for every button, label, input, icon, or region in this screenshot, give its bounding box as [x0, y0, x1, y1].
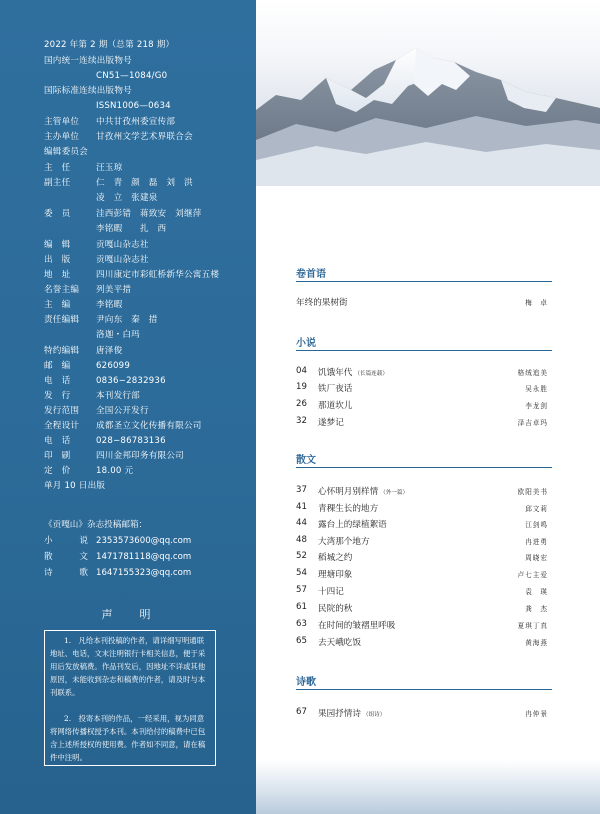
section-rule: [296, 350, 552, 351]
row-value: 本刊发行部: [96, 391, 140, 401]
toc-author: 李龙剑: [525, 402, 548, 410]
toc-author: 周晓宏: [525, 554, 548, 562]
row-label: 主 编: [44, 300, 71, 310]
toc-item[interactable]: [296, 619, 552, 632]
row-value: 成都圣立文化传播有限公司: [96, 421, 202, 431]
toc-title: 在时间的皱褶里呼吸: [318, 621, 396, 631]
issue-line: 2022 年第 2 期（总第 218 期）: [44, 40, 175, 50]
sky-strip-image: [256, 760, 600, 814]
row-value: 0836−2832936: [96, 376, 166, 386]
toc-title: 民院的秋: [318, 604, 353, 614]
row-label: 主管单位: [44, 117, 80, 127]
toc-author: 欧阳美书: [517, 488, 548, 496]
toc-item[interactable]: [296, 399, 552, 412]
toc-page: 61: [296, 602, 307, 612]
toc-title: 心怀明月别样情 （外一篇）: [318, 487, 409, 497]
toc-item[interactable]: [296, 416, 552, 429]
toc-title: 大湾那个地方: [318, 537, 370, 547]
toc-title: 遂梦记: [318, 418, 344, 428]
row-value: 汪玉琼: [96, 163, 123, 173]
deputy-row: [44, 178, 193, 189]
toc-item[interactable]: [296, 707, 552, 720]
section-title-prose: 散文: [296, 455, 316, 466]
toc-page: 37: [296, 485, 307, 495]
toc-author: 黄海燕: [525, 639, 548, 647]
row-value: 甘孜州文学艺术界联合会: [96, 132, 193, 142]
toc-item[interactable]: [296, 296, 552, 309]
notice-paragraph-1: 1. 凡给本刊投稿的作者，请详细写明通联地址、电话，文末注明银行卡相关信息，便于采用后发放稿费。作品刊发后，因地址不详或其他原因，未能收到杂志和稿费的作者，请及时与本刊联系。: [50, 636, 206, 697]
row-label: 主 任: [44, 163, 71, 173]
row-label: 委 员: [44, 209, 71, 219]
toc-note: （长篇连载）: [354, 371, 388, 377]
row-value: 尹向东 秦 措: [96, 315, 158, 325]
row-label: 电 话: [44, 376, 71, 386]
toc-item[interactable]: [296, 535, 552, 548]
row-label: 诗 歌: [44, 568, 88, 578]
toc-page: 19: [296, 382, 307, 392]
toc-title: 铁厂夜话: [318, 384, 353, 394]
editorial-board-heading: 编辑委员会: [44, 147, 88, 157]
toc-item[interactable]: [296, 485, 552, 498]
toc-page: 26: [296, 399, 307, 409]
toc-item[interactable]: [296, 602, 552, 615]
info-row: [44, 285, 131, 296]
info-row: [44, 255, 149, 266]
toc-title: 露台上的绿植絮语: [318, 520, 387, 530]
info-row: [44, 421, 202, 432]
info-row: [44, 240, 149, 251]
publish-date: 单月 10 日出版: [44, 481, 106, 491]
info-row: [44, 436, 166, 447]
row-value: 贡嘎山杂志社: [96, 240, 149, 250]
deputy-continued: 凌 立 张建泉: [96, 193, 158, 203]
toc-page: 52: [296, 551, 307, 561]
toc-page: 57: [296, 585, 307, 595]
toc-item[interactable]: [296, 585, 552, 598]
toc-title: 那道坎儿: [318, 401, 353, 411]
row-label: 特约编辑: [44, 346, 80, 356]
row-value: 全国公开发行: [96, 406, 149, 416]
toc-page: 54: [296, 568, 307, 578]
row-value: 18.00 元: [96, 466, 134, 476]
submission-row: [44, 550, 191, 562]
row-label: 名誉主编: [44, 285, 80, 295]
cn-number: CN51—1084/G0: [96, 71, 168, 81]
toc-author: 梅 卓: [525, 299, 548, 307]
row-value: 四川康定市彩虹桥新华公寓五楼: [96, 270, 220, 280]
toc-title: 理塘印象: [318, 570, 353, 580]
toc-item[interactable]: [296, 551, 552, 564]
info-row: [44, 376, 166, 387]
section-rule: [296, 467, 552, 468]
toc-title: 十四记: [318, 587, 344, 597]
email-value[interactable]: 2353573600@qq.com: [96, 536, 192, 546]
info-row: [44, 406, 149, 417]
toc-page: 48: [296, 535, 307, 545]
toc-note: （外一篇）: [380, 490, 409, 496]
toc-title: 果园抒情诗 （组诗）: [318, 709, 386, 719]
section-title-preface: 卷首语: [296, 269, 326, 280]
toc-page: 32: [296, 416, 307, 426]
row-value: 李铭暇: [96, 300, 123, 310]
toc-page: 65: [296, 636, 307, 646]
info-row: [44, 391, 140, 402]
row-label: 定 价: [44, 466, 71, 476]
row-label: 副主任: [44, 178, 71, 188]
toc-item[interactable]: [296, 636, 552, 649]
toc-author: 格绒追美: [517, 369, 548, 377]
sponsor-row: [44, 117, 175, 128]
email-value[interactable]: 1471781118@qq.com: [96, 552, 192, 562]
row-value: 仁 青 颜 磊 刘 洪: [96, 178, 193, 188]
row-value: 626099: [96, 361, 131, 371]
row-value: 028−86783136: [96, 436, 166, 446]
info-row: [44, 451, 184, 462]
masthead-panel: [0, 0, 256, 814]
row-label: 全程设计: [44, 421, 80, 431]
info-row: [44, 270, 219, 281]
submission-row: [44, 534, 191, 546]
row-label: 电 话: [44, 436, 71, 446]
submission-row: [44, 566, 191, 578]
toc-author: 吴永胜: [525, 385, 548, 393]
row-label: 编 辑: [44, 240, 71, 250]
toc-author: 江剑鸣: [525, 521, 548, 529]
toc-author: 夏琪丁真: [517, 622, 548, 630]
section-title-poetry: 诗歌: [296, 677, 316, 688]
members-row: [44, 209, 202, 220]
notice-heading: 声 明: [101, 608, 159, 621]
toc-author: 冉进勇: [525, 538, 548, 546]
info-row: [44, 346, 122, 357]
mountain-banner-image: [256, 0, 600, 186]
section-rule: [296, 689, 552, 690]
toc-author: 冉仲景: [525, 710, 548, 718]
section-rule: [296, 281, 552, 282]
toc-page: 67: [296, 707, 307, 717]
info-row: [44, 315, 158, 326]
toc-page: 63: [296, 619, 307, 629]
row-label: 散 文: [44, 552, 88, 562]
toc-note: （组诗）: [362, 712, 386, 718]
row-label: 邮 编: [44, 361, 71, 371]
toc-author: 龚 杰: [525, 605, 548, 613]
info-row: [44, 466, 133, 477]
toc-page: 04: [296, 366, 307, 376]
row-value: 中共甘孜州委宣传部: [96, 117, 176, 127]
members-continued: 李铭暇 扎 西: [96, 224, 167, 234]
row-label: 出 版: [44, 255, 71, 265]
issn-label: 国际标准连续出版物号: [44, 86, 132, 96]
row-value: 洼西彭错 蒋致安 刘继萍: [96, 209, 202, 219]
toc-item[interactable]: [296, 502, 552, 515]
organizer-row: [44, 132, 193, 143]
row-label: 小 说: [44, 536, 88, 546]
row-value: 列美平措: [96, 285, 132, 295]
toc-page: 41: [296, 502, 307, 512]
info-row: [44, 300, 122, 311]
toc-author: 袁 瑛: [525, 588, 548, 596]
info-row: [44, 361, 130, 372]
email-value[interactable]: 1647155323@qq.com: [96, 568, 192, 578]
row-label: 发行范围: [44, 406, 80, 416]
issn-number: ISSN1006—0634: [96, 101, 171, 111]
toc-title: 饥饿年代 （长篇连载）: [318, 368, 388, 378]
row-label: 发 行: [44, 391, 71, 401]
row-label: 地 址: [44, 270, 71, 280]
toc-title: 稻城之约: [318, 553, 353, 563]
toc-item[interactable]: [296, 518, 552, 531]
row-label: 印 刷: [44, 451, 71, 461]
section-title-fiction: 小说: [296, 338, 316, 349]
toc-page: 44: [296, 518, 307, 528]
cn-label: 国内统一连续出版物号: [44, 56, 132, 66]
submission-heading: 《贡嘎山》杂志投稿邮箱：: [44, 520, 148, 530]
row-value: 贡嘎山杂志社: [96, 255, 149, 265]
toc-author: 泽吉卓玛: [517, 419, 548, 427]
toc-author: 卢七主爱: [517, 571, 548, 579]
director-row: [44, 163, 122, 174]
row-value: 四川金邦印务有限公司: [96, 451, 184, 461]
toc-item[interactable]: [296, 568, 552, 581]
toc-author: 邱文莉: [525, 505, 548, 513]
row-label: 主办单位: [44, 132, 80, 142]
toc-item[interactable]: [296, 382, 552, 395]
toc-title: 年终的果树街: [296, 298, 348, 308]
toc-title: 去天峨吃饭: [318, 638, 361, 648]
row-label: 责任编辑: [44, 315, 80, 325]
toc-item[interactable]: [296, 366, 552, 379]
row-value: 唐泽俊: [96, 346, 123, 356]
notice-paragraph-2: 2. 投寄本刊的作品，一经采用，视为同意将网络传播权授予本刊。本刊给付的稿费中已包含上述所授权的使用费。作者如不同意，请在稿件中注明。: [50, 714, 206, 762]
mountain-illustration: [256, 0, 600, 186]
editor-continued: 洛迦・白玛: [96, 330, 140, 340]
toc-title: 青稞生长的地方: [318, 504, 379, 514]
